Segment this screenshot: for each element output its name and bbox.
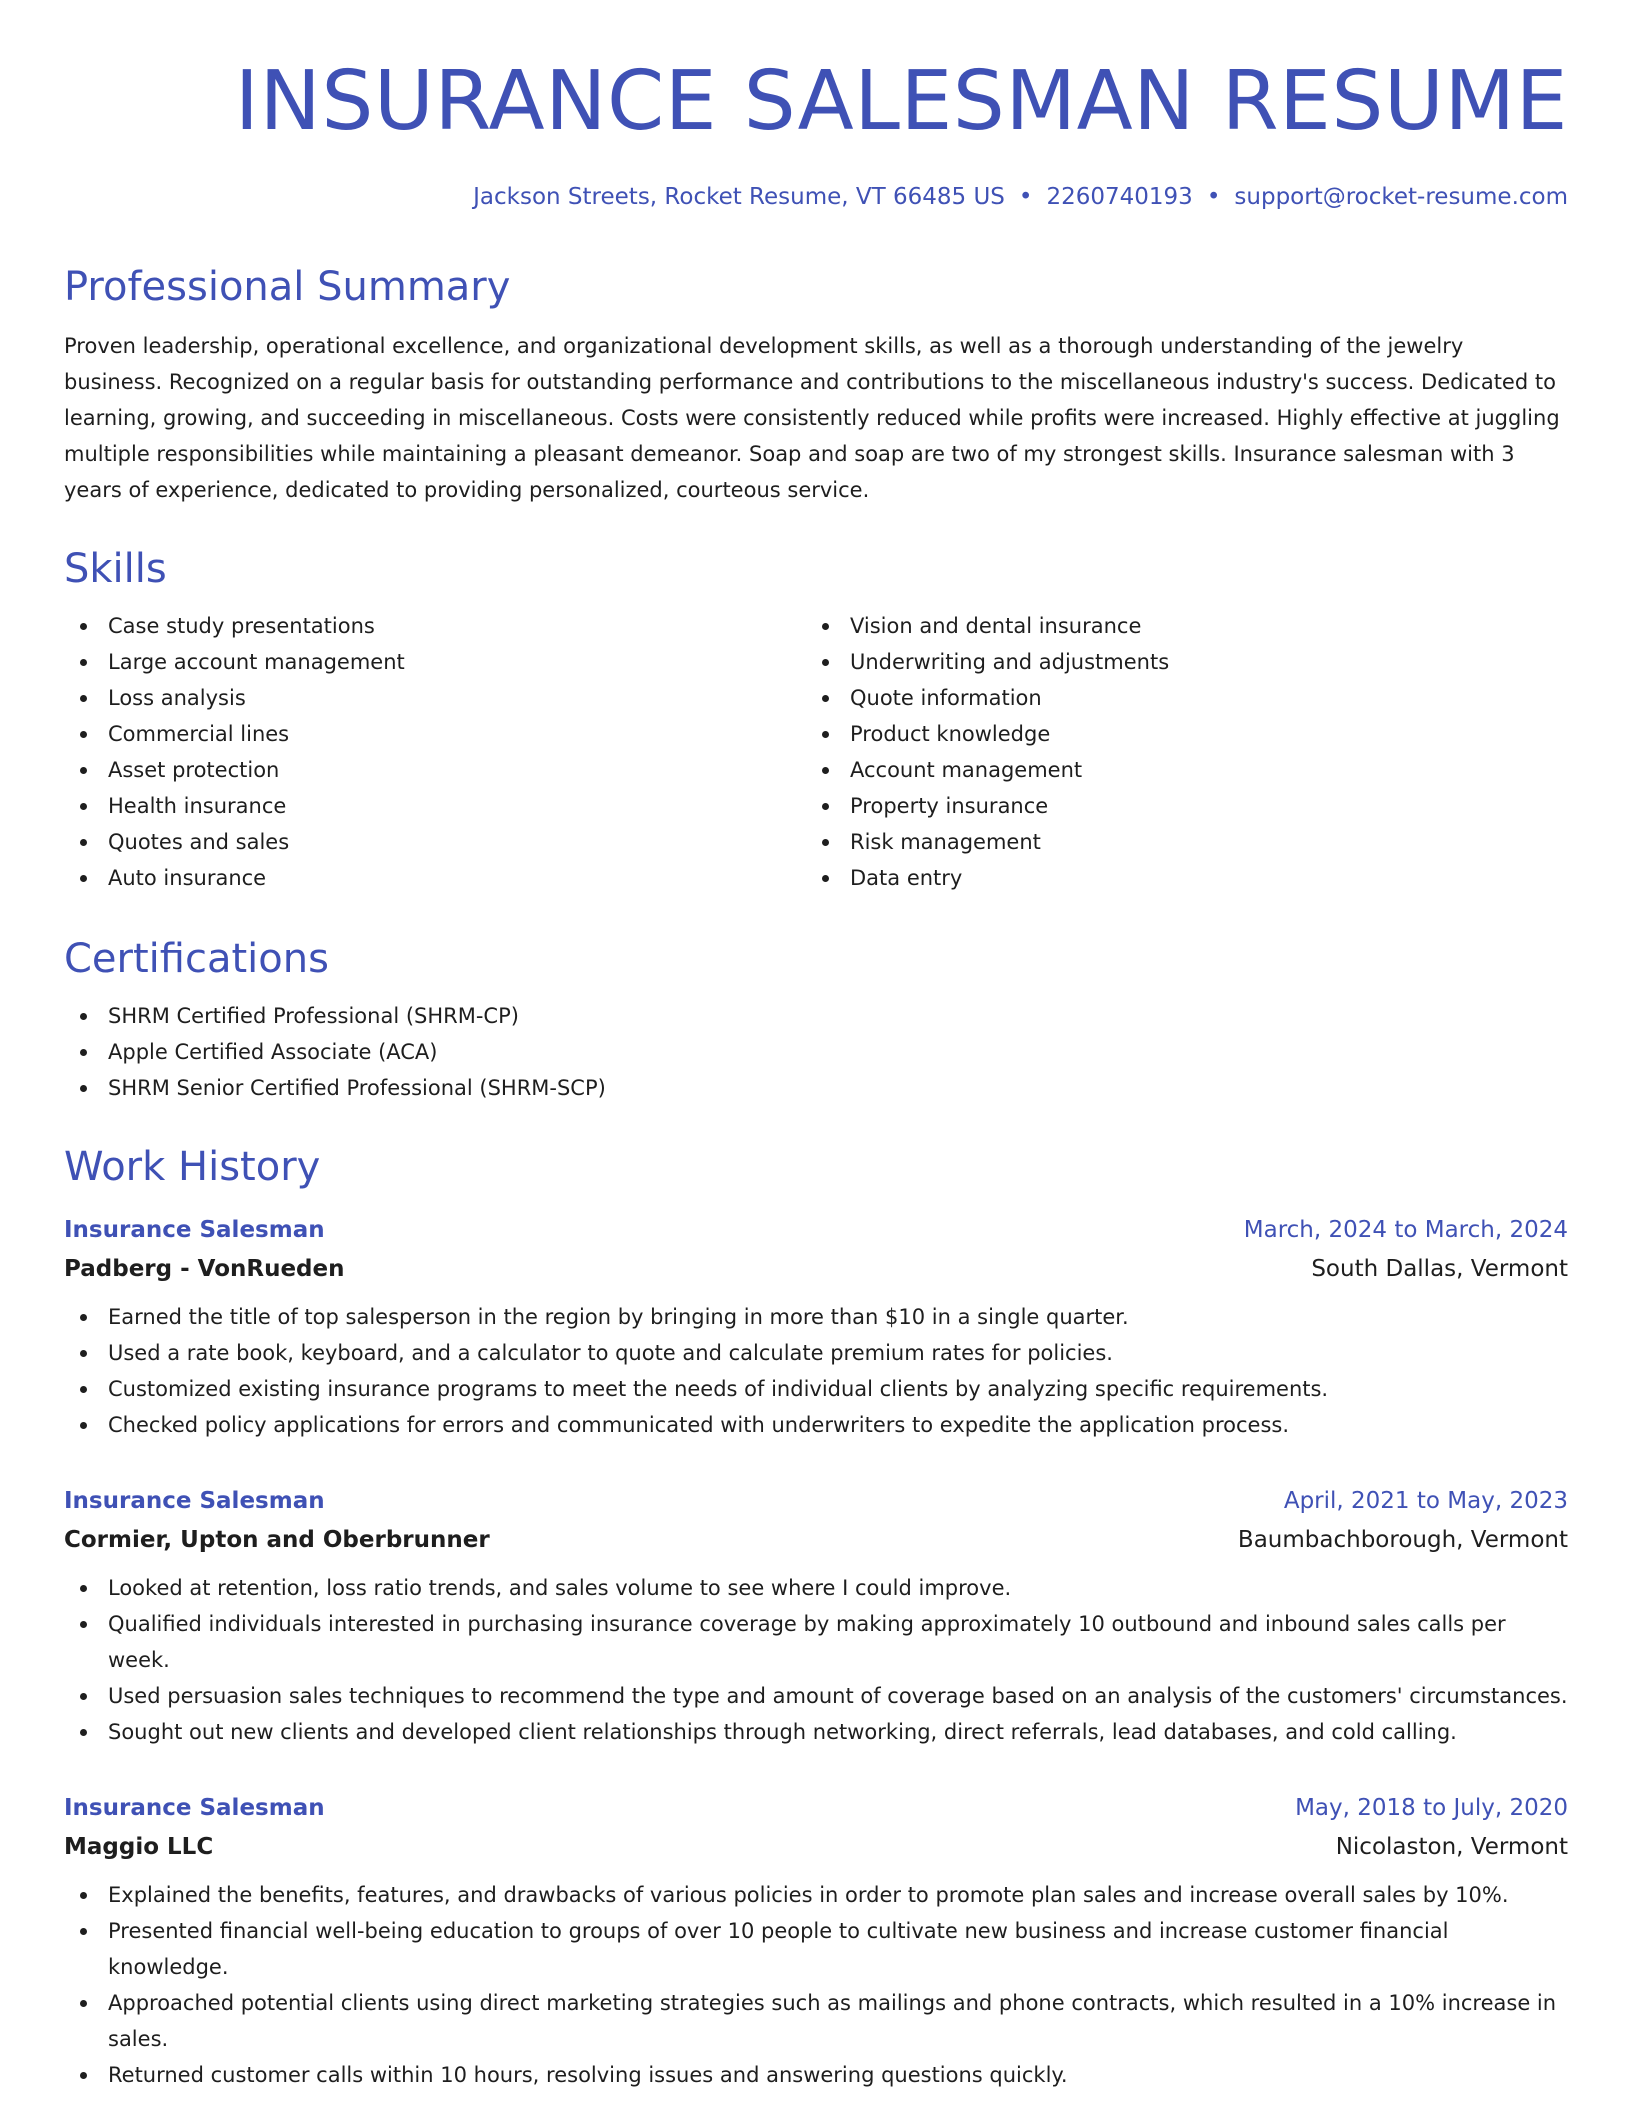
job-title: Insurance Salesman [64, 1795, 325, 1821]
job-dates: May, 2018 to July, 2020 [1295, 1795, 1568, 1821]
skill-item: Account management [806, 752, 1548, 788]
skill-item: Large account management [64, 644, 806, 680]
skill-item: Risk management [806, 824, 1548, 860]
job-dates: March, 2024 to March, 2024 [1243, 1217, 1568, 1243]
job-entry [64, 1211, 1568, 1443]
job-company: Cormier, Upton and Oberbrunner [64, 1527, 490, 1553]
skill-item: Quotes and sales [64, 824, 806, 860]
skill-item: Data entry [806, 860, 1548, 896]
certification-item: SHRM Senior Certified Professional (SHRM-SCP) [64, 1070, 1568, 1106]
job-bullet: Customized existing insurance programs to meet the needs of individual clients by analyzing specific requirements. [64, 1371, 1568, 1407]
contact-address: Jackson Streets, Rocket Resume, VT 66485 US [473, 184, 1005, 210]
job-title: Insurance Salesman [64, 1488, 325, 1514]
skill-item: Auto insurance [64, 860, 806, 896]
work-history-section [64, 1142, 1568, 1192]
skills-section [64, 544, 1568, 896]
job-bullet: Checked policy applications for errors and communicated with underwriters to expedite the application process. [64, 1407, 1568, 1443]
resume-title: INSURANCE SALESMAN RESUME [234, 54, 1568, 149]
job-bullet: Used persuasion sales techniques to recommend the type and amount of coverage based on an analysis of the customers' circumstances. [64, 1678, 1568, 1714]
job-bullet: Presented financial well-being education to groups of over 10 people to cultivate new business and increase customer financial knowledge. [64, 1913, 1568, 1985]
job-entry [64, 1789, 1568, 2093]
job-bullet: Earned the title of top salesperson in the region by bringing in more than $10 in a single quarter. [64, 1299, 1568, 1335]
job-company: Padberg - VonRueden [64, 1256, 345, 1282]
skill-item: Property insurance [806, 788, 1548, 824]
job-location: Nicolaston, Vermont [1335, 1834, 1568, 1860]
job-title: Insurance Salesman [64, 1217, 325, 1243]
contact-separator: • [1018, 184, 1033, 210]
skills-list-right [806, 608, 1548, 896]
job-dates: April, 2021 to May, 2023 [1283, 1488, 1568, 1514]
contact-separator: • [1206, 184, 1221, 210]
job-bullet: Sought out new clients and developed client relationships through networking, direct referrals, lead databases, and cold calling. [64, 1714, 1568, 1750]
skill-item: Commercial lines [64, 716, 806, 752]
skills-column-left [64, 608, 806, 896]
job-header-row [64, 1211, 1568, 1249]
job-bullets [64, 1299, 1568, 1443]
job-bullet: Explained the benefits, features, and drawbacks of various policies in order to promote plan sales and increase overall sales by 10%. [64, 1877, 1568, 1913]
certifications-section [64, 934, 1568, 1106]
work-history-heading: Work History [64, 1144, 321, 1190]
skill-item: Case study presentations [64, 608, 806, 644]
summary-heading: Professional Summary [64, 264, 511, 310]
job-header-row [64, 1789, 1568, 1827]
skill-item: Vision and dental insurance [806, 608, 1548, 644]
job-bullet: Returned customer calls within 10 hours, resolving issues and answering questions quickly. [64, 2057, 1568, 2093]
job-bullets [64, 1877, 1568, 2093]
skill-item: Underwriting and adjustments [806, 644, 1548, 680]
resume-page [64, 0, 1568, 2112]
skill-item: Health insurance [64, 788, 806, 824]
job-company: Maggio LLC [64, 1834, 214, 1860]
contact-phone: 2260740193 [1046, 184, 1193, 210]
job-company-row [64, 1827, 1568, 1867]
certification-item: SHRM Certified Professional (SHRM-CP) [64, 998, 1568, 1034]
job-bullet: Used a rate book, keyboard, and a calculator to quote and calculate premium rates for policies. [64, 1335, 1568, 1371]
job-bullet: Approached potential clients using direct marketing strategies such as mailings and phone contracts, which resulted in a 10% increase in sales. [64, 1985, 1568, 2057]
job-bullets [64, 1570, 1568, 1750]
job-location: Baumbachborough, Vermont [1237, 1527, 1568, 1553]
skill-item: Quote information [806, 680, 1548, 716]
contact-email: support@rocket-resume.com [1234, 184, 1568, 210]
job-company-row [64, 1249, 1568, 1289]
job-entry [64, 1482, 1568, 1750]
summary-section [64, 262, 1568, 508]
skill-item: Asset protection [64, 752, 806, 788]
skill-item: Loss analysis [64, 680, 806, 716]
skills-grid [64, 608, 1568, 896]
job-company-row [64, 1520, 1568, 1560]
skills-list-left [64, 608, 806, 896]
skill-item: Product knowledge [806, 716, 1548, 752]
certification-item: Apple Certified Associate (ACA) [64, 1034, 1568, 1070]
skills-column-right [806, 608, 1548, 896]
certifications-list [64, 998, 1568, 1106]
job-bullet: Qualified individuals interested in purchasing insurance coverage by making approximately 10 outbound and inbound sales calls per week. [64, 1606, 1568, 1678]
skills-heading: Skills [64, 546, 167, 592]
job-header-row [64, 1482, 1568, 1520]
certifications-heading: Certifications [64, 936, 329, 982]
job-bullet: Looked at retention, loss ratio trends, and sales volume to see where I could improve. [64, 1570, 1568, 1606]
summary-text: Proven leadership, operational excellence, and organizational development skills, as well as a thorough understanding of the jewelry business. Recognized on a regular basis for outstanding performance and contributions to the miscellaneous industry's success. Dedicated to learning, growing, and succeeding in miscellaneous. Costs were consistently reduced while profits were increased. Highly effective at juggling multiple responsibilities while maintaining a pleasant demeanor. Soap and soap are two of my strongest skills. Insurance salesman with 3 years of experience, dedicated to providing personalized, courteous service. [64, 334, 1560, 502]
job-location: South Dallas, Vermont [1311, 1256, 1568, 1282]
contact-line [473, 180, 1568, 214]
